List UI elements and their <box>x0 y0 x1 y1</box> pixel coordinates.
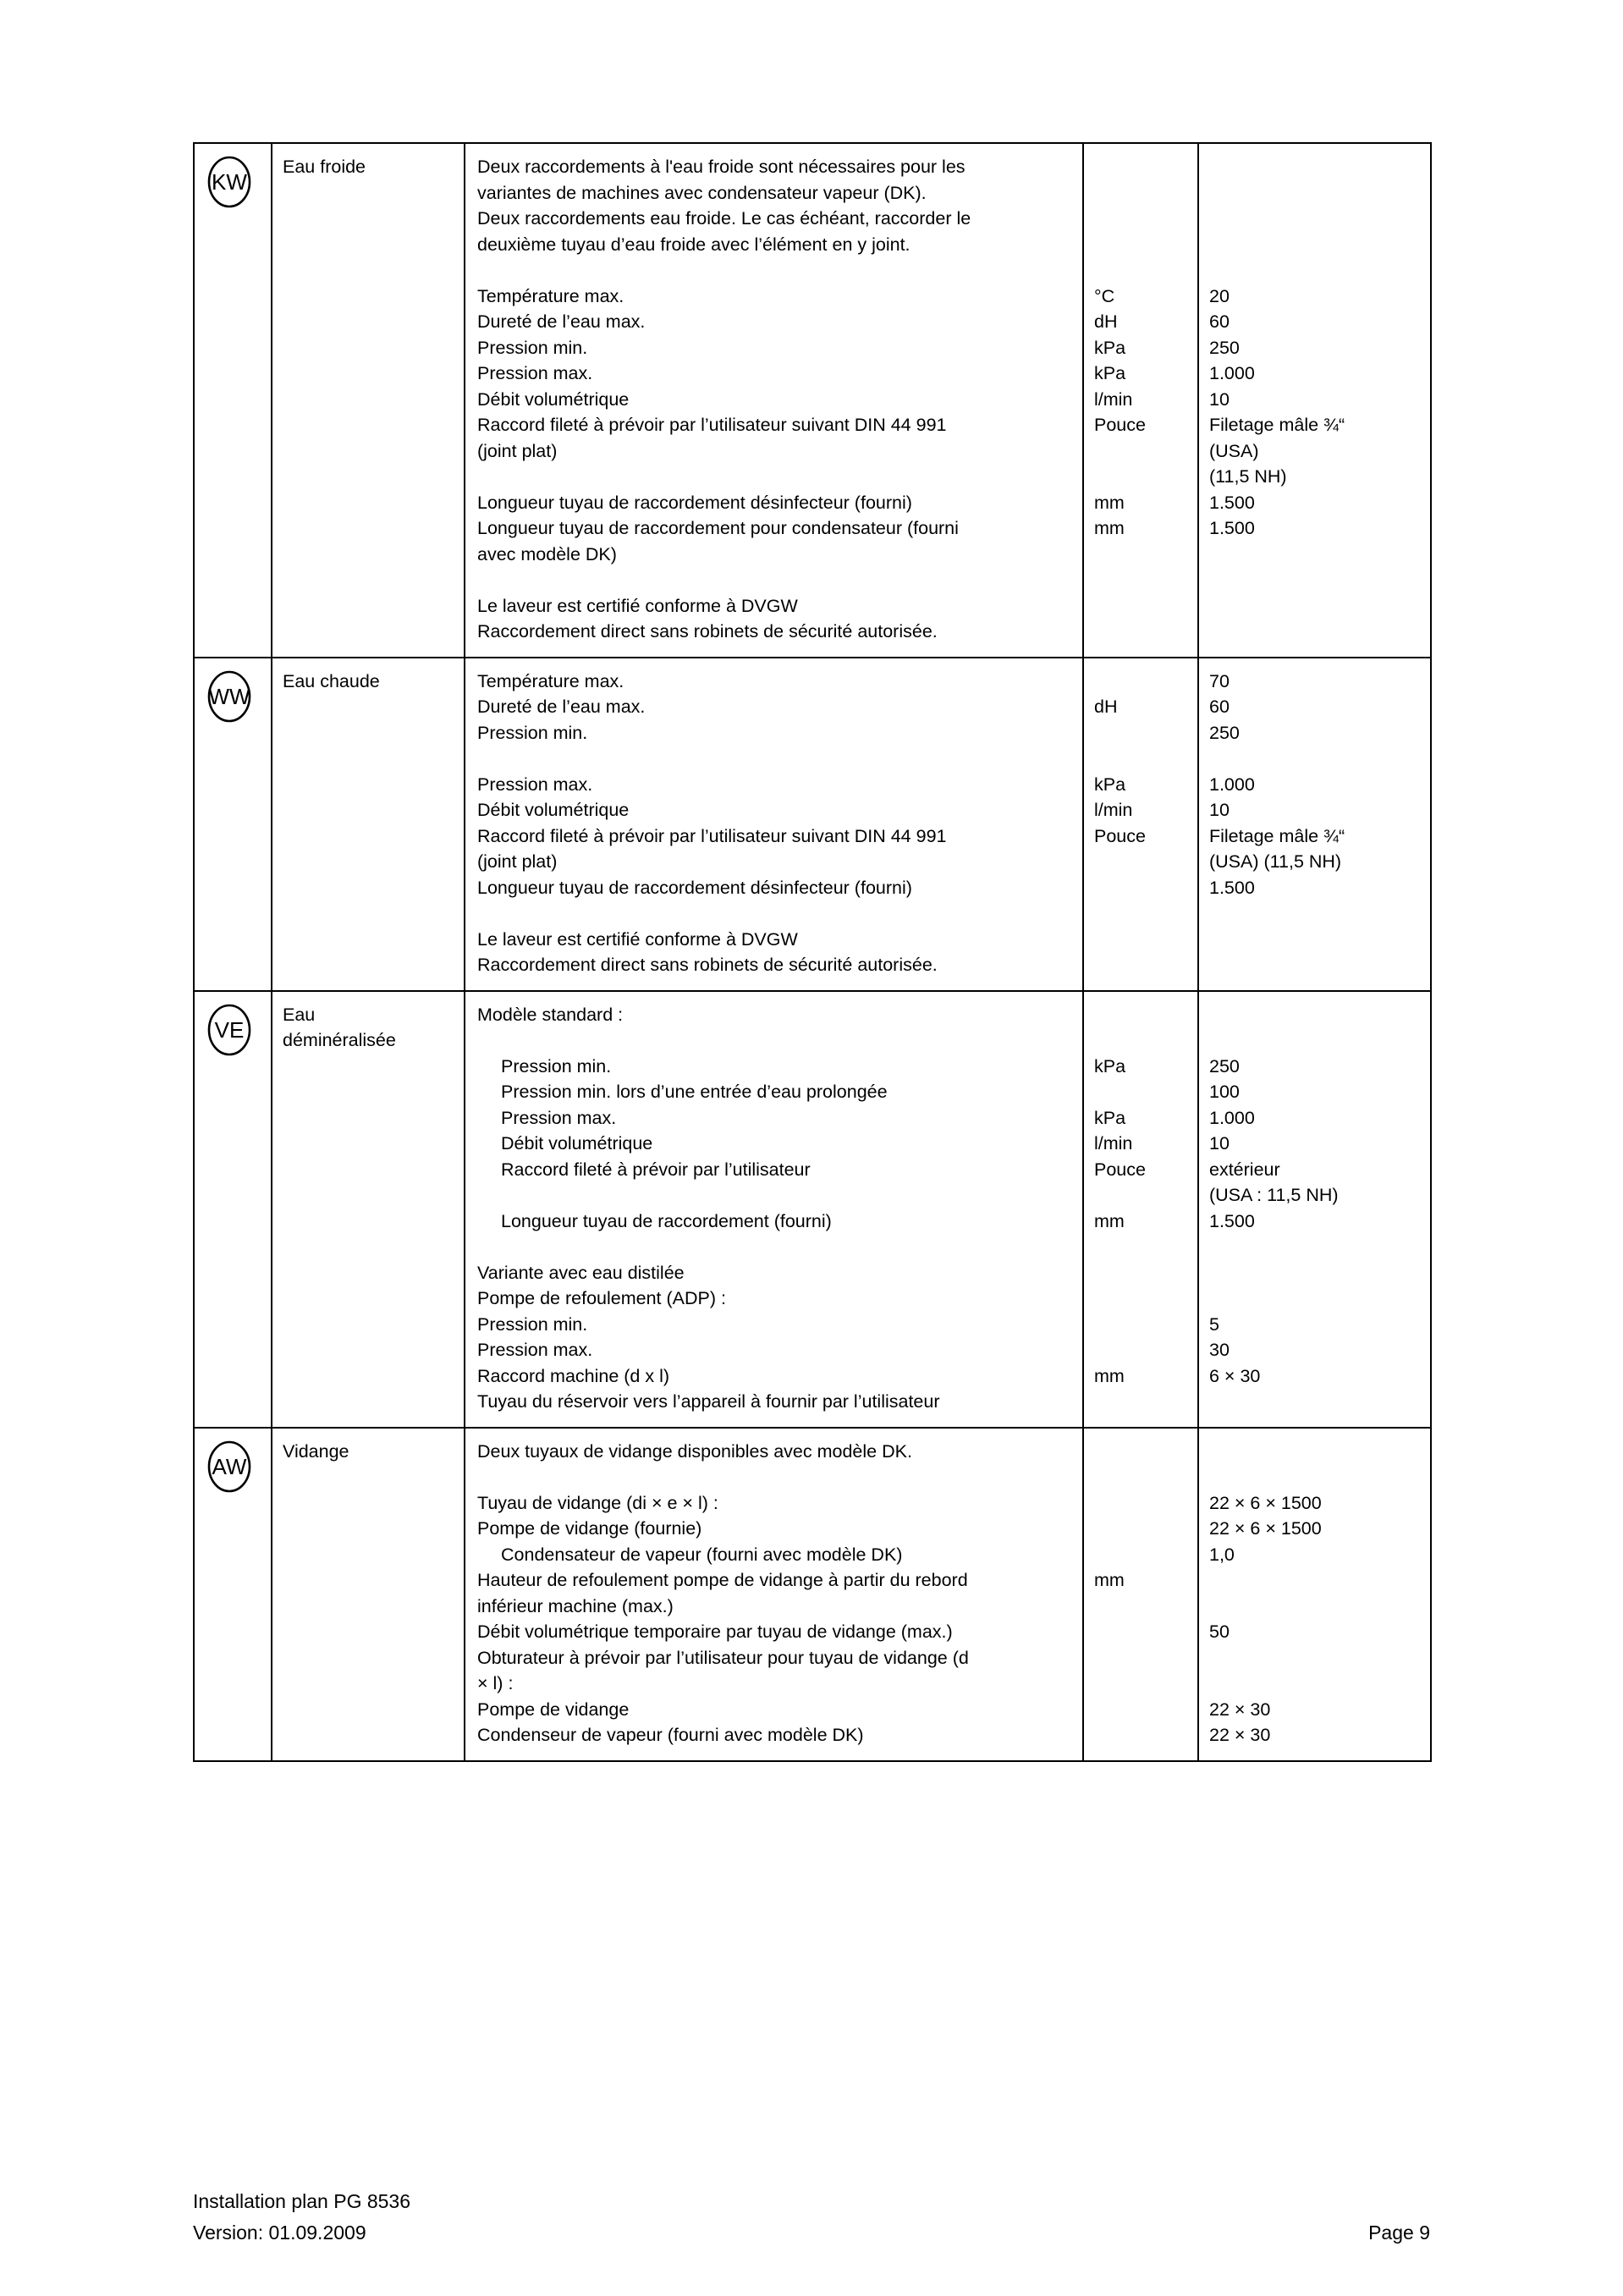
value-line: 30 <box>1209 1340 1230 1360</box>
unit-line <box>1094 669 1191 695</box>
value-line: 5 <box>1209 1313 1219 1335</box>
description-line: Modèle standard : <box>477 1004 624 1025</box>
description-line: Tuyau de vidange (di × e × l) : <box>477 1492 718 1513</box>
description-cell <box>465 991 1083 1428</box>
description-line <box>477 746 1072 772</box>
svg-text:KW: KW <box>212 169 247 195</box>
unit-list <box>1084 992 1197 1427</box>
unit-line <box>1094 567 1191 593</box>
unit-cell <box>1083 991 1198 1428</box>
description-line: Longueur tuyau de raccordement (fourni) <box>501 1210 832 1231</box>
value-line <box>1209 567 1423 593</box>
unit-line: kPa <box>1094 774 1126 795</box>
value-line <box>1209 1260 1423 1286</box>
unit-line <box>1094 900 1191 927</box>
description-line: (joint plat) <box>477 440 558 461</box>
description-text <box>465 1429 1082 1760</box>
value-line <box>1209 927 1423 953</box>
unit-line <box>1094 593 1191 619</box>
description-line: Obturateur à prévoir par l’utilisateur pour tuyau de vidange (d <box>477 1647 969 1668</box>
connection-specifications-table <box>193 142 1432 1762</box>
unit-line <box>1094 206 1191 232</box>
value-line: 1.500 <box>1209 877 1255 898</box>
value-line <box>1209 232 1423 258</box>
value-line: 22 × 30 <box>1209 1699 1271 1720</box>
value-line <box>1209 154 1423 180</box>
unit-line: kPa <box>1094 337 1126 358</box>
unit-line <box>1094 927 1191 953</box>
unit-line <box>1094 1234 1191 1260</box>
description-line: Pression max. <box>477 363 593 383</box>
description-line: Pression min. <box>501 1055 612 1076</box>
description-line: Raccord machine (d x l) <box>477 1365 670 1386</box>
svg-text:AW: AW <box>212 1453 247 1479</box>
unit-line: mm <box>1094 492 1125 513</box>
value-line: 1.500 <box>1209 492 1255 513</box>
unit-line <box>1094 154 1191 180</box>
description-text <box>465 992 1082 1427</box>
description-line: Raccord fileté à prévoir par l’utilisateur suivant DIN 44 991 <box>477 825 947 846</box>
unit-line <box>1094 257 1191 284</box>
connection-label <box>272 658 464 707</box>
connection-label-cell <box>272 143 465 658</box>
unit-line: kPa <box>1094 1055 1126 1076</box>
description-line <box>477 1027 1072 1054</box>
value-line: 10 <box>1209 800 1230 820</box>
value-line: 1.000 <box>1209 774 1255 795</box>
description-line: Pression min. <box>477 337 588 358</box>
unit-line <box>1094 1079 1191 1105</box>
value-line: extérieur <box>1209 1159 1280 1180</box>
description-line <box>477 464 1072 490</box>
unit-line <box>1094 438 1191 465</box>
value-line <box>1209 593 1423 619</box>
description-line: Raccordement direct sans robinets de sécurité autorisée. <box>477 621 938 641</box>
description-line: Longueur tuyau de raccordement désinfecteur (fourni) <box>477 877 912 898</box>
unit-line <box>1094 1312 1191 1338</box>
symbol-cell <box>194 991 272 1428</box>
description-line: Pompe de vidange (fournie) <box>477 1518 702 1539</box>
value-line: (USA) (11,5 NH) <box>1209 851 1342 872</box>
description-line <box>477 257 1072 284</box>
value-line <box>1209 1645 1423 1671</box>
unit-line: Pouce <box>1094 415 1146 435</box>
unit-line <box>1094 464 1191 490</box>
description-line: Température max. <box>477 670 624 691</box>
description-line: Tuyau du réservoir vers l’appareil à fournir par l’utilisateur <box>477 1391 940 1412</box>
footer-page-number: Page 9 <box>1368 2222 1430 2244</box>
connection-label-cell <box>272 658 465 991</box>
description-text <box>465 144 1082 657</box>
description-line: Dureté de l’eau max. <box>477 697 646 717</box>
unit-line: dH <box>1094 311 1118 332</box>
unit-line <box>1094 1260 1191 1286</box>
unit-line: mm <box>1094 1210 1125 1231</box>
connection-label-line: Vidange <box>283 1440 349 1462</box>
value-cell <box>1198 143 1431 658</box>
unit-cell <box>1083 1428 1198 1761</box>
description-line: deuxième tuyau d’eau froide avec l’élément en y joint. <box>477 234 911 255</box>
unit-line <box>1094 180 1191 206</box>
connection-label-line: Eau chaude <box>283 670 380 691</box>
value-list <box>1199 144 1430 657</box>
svg-text:VE: VE <box>214 1016 245 1043</box>
description-line: Hauteur de refoulement pompe de vidange à partir du rebord <box>477 1570 968 1590</box>
description-line: Pression max. <box>477 774 593 795</box>
value-line <box>1209 1002 1423 1028</box>
value-line <box>1209 206 1423 232</box>
symbol-cell <box>194 1428 272 1761</box>
value-list <box>1199 658 1430 990</box>
description-line: Pression max. <box>501 1107 617 1128</box>
unit-line <box>1094 1645 1191 1671</box>
value-line: 1.500 <box>1209 1210 1255 1231</box>
connection-label <box>272 992 464 1065</box>
unit-line: Pouce <box>1094 825 1146 846</box>
value-line <box>1209 1567 1423 1594</box>
description-line <box>477 900 1072 927</box>
unit-line <box>1094 542 1191 568</box>
connection-label-cell <box>272 991 465 1428</box>
value-list <box>1199 1429 1430 1760</box>
value-line: (USA : 11,5 NH) <box>1209 1185 1339 1205</box>
description-line: Débit volumétrique <box>477 388 630 410</box>
value-line: 250 <box>1209 722 1240 743</box>
value-line <box>1209 1594 1423 1620</box>
value-line: 22 × 6 × 1500 <box>1209 1492 1322 1513</box>
description-line: Débit volumétrique <box>501 1133 653 1154</box>
unit-line <box>1094 1490 1191 1517</box>
unit-line <box>1094 952 1191 978</box>
unit-line: l/min <box>1094 1133 1133 1154</box>
unit-line <box>1094 619 1191 645</box>
unit-line <box>1094 1619 1191 1645</box>
unit-line <box>1094 1671 1191 1697</box>
unit-list <box>1084 658 1197 990</box>
unit-cell <box>1083 658 1198 991</box>
value-line: 1,0 <box>1209 1544 1235 1565</box>
symbol-cell <box>194 143 272 658</box>
value-line <box>1209 542 1423 568</box>
value-line: 22 × 6 × 1500 <box>1209 1518 1322 1539</box>
page-footer <box>193 2186 1430 2249</box>
connection-label-line: déminéralisée <box>283 1030 396 1050</box>
value-line <box>1209 1286 1423 1312</box>
value-list <box>1199 992 1430 1427</box>
unit-line: mm <box>1094 518 1125 538</box>
symbol-wrapper <box>195 658 271 723</box>
connection-label-cell <box>272 1428 465 1761</box>
description-line: Débit volumétrique temporaire par tuyau de vidange (max.) <box>477 1622 953 1642</box>
footer-document-title: Installation plan PG 8536 <box>193 2190 411 2212</box>
description-text <box>465 658 1082 990</box>
connection-label-line: Eau froide <box>283 157 366 177</box>
value-line: 20 <box>1209 285 1230 306</box>
description-line <box>477 1182 1072 1209</box>
value-line: (11,5 NH) <box>1209 466 1287 487</box>
description-line: Le laveur est certifié conforme à DVGW <box>477 928 798 950</box>
aw-drain-symbol <box>206 1440 252 1493</box>
table-row <box>194 1428 1431 1761</box>
unit-line: l/min <box>1094 388 1133 410</box>
value-line: 50 <box>1209 1622 1230 1642</box>
value-line <box>1209 1027 1423 1054</box>
description-cell <box>465 1428 1083 1761</box>
symbol-cell <box>194 658 272 991</box>
symbol-wrapper <box>195 992 271 1056</box>
description-cell <box>465 143 1083 658</box>
description-line: Pompe de refoulement (ADP) : <box>477 1288 726 1308</box>
symbol-wrapper <box>195 1429 271 1493</box>
description-line: Longueur tuyau de raccordement pour condensateur (fourni <box>477 518 959 538</box>
value-line: 250 <box>1209 337 1240 358</box>
description-line: variantes de machines avec condensateur vapeur (DK). <box>477 182 927 203</box>
value-line: 10 <box>1209 388 1230 410</box>
value-line <box>1209 1671 1423 1697</box>
unit-line <box>1094 1516 1191 1542</box>
value-line <box>1209 1389 1423 1415</box>
unit-line: l/min <box>1094 800 1133 820</box>
unit-list <box>1084 144 1197 657</box>
unit-line <box>1094 1027 1191 1054</box>
description-line: Condensateur de vapeur (fourni avec modèle DK) <box>501 1544 903 1565</box>
unit-list <box>1084 1429 1197 1760</box>
unit-line <box>1094 1389 1191 1415</box>
unit-line <box>1094 232 1191 258</box>
table-row <box>194 991 1431 1428</box>
value-line: 10 <box>1209 1133 1230 1154</box>
unit-line: °C <box>1094 285 1115 306</box>
unit-line <box>1094 1182 1191 1209</box>
unit-line: mm <box>1094 1365 1125 1386</box>
description-line: Débit volumétrique <box>477 800 630 820</box>
description-cell <box>465 658 1083 991</box>
value-line <box>1209 257 1423 284</box>
value-line: 70 <box>1209 670 1230 691</box>
unit-line <box>1094 1439 1191 1465</box>
value-line: (USA) <box>1209 440 1259 461</box>
unit-line <box>1094 1542 1191 1568</box>
svg-text:WW: WW <box>208 683 250 709</box>
value-line: 6 × 30 <box>1209 1365 1261 1386</box>
description-line: (joint plat) <box>477 851 558 872</box>
value-line: 60 <box>1209 311 1230 332</box>
value-line <box>1209 900 1423 927</box>
kw-cold-water-symbol <box>206 156 252 208</box>
value-cell <box>1198 1428 1431 1761</box>
unit-line: kPa <box>1094 1107 1126 1128</box>
description-line <box>477 567 1072 593</box>
connection-label-line: Eau <box>283 1004 316 1025</box>
value-line: 250 <box>1209 1055 1240 1076</box>
description-line: Pression min. lors d’une entrée d’eau prolongée <box>501 1082 888 1102</box>
unit-line: dH <box>1094 697 1118 717</box>
unit-line <box>1094 1286 1191 1312</box>
description-line <box>477 1464 1072 1490</box>
value-line <box>1209 1464 1423 1490</box>
value-line: 1.000 <box>1209 363 1255 383</box>
ve-demineralised-water-symbol <box>206 1004 252 1056</box>
value-line: 60 <box>1209 697 1230 717</box>
value-cell <box>1198 991 1431 1428</box>
unit-line: Pouce <box>1094 1159 1146 1180</box>
description-line: Le laveur est certifié conforme à DVGW <box>477 595 798 616</box>
unit-line <box>1094 1722 1191 1748</box>
value-line: Filetage mâle ¾“ <box>1209 825 1345 846</box>
unit-cell <box>1083 143 1198 658</box>
symbol-wrapper <box>195 144 271 208</box>
description-line: Pression min. <box>477 1313 588 1335</box>
unit-line <box>1094 1594 1191 1620</box>
description-line: Condenseur de vapeur (fourni avec modèle DK) <box>477 1725 864 1745</box>
description-line: Raccord fileté à prévoir par l’utilisateur suivant DIN 44 991 <box>477 415 947 435</box>
unit-line <box>1094 1002 1191 1028</box>
unit-line <box>1094 746 1191 772</box>
description-line: Deux tuyaux de vidange disponibles avec modèle DK. <box>477 1440 912 1462</box>
unit-line <box>1094 1337 1191 1363</box>
value-cell <box>1198 658 1431 991</box>
value-line <box>1209 1234 1423 1260</box>
unit-line: mm <box>1094 1570 1125 1590</box>
footer-version: Version: 01.09.2009 <box>193 2222 366 2244</box>
description-line: Dureté de l’eau max. <box>477 311 646 332</box>
value-line <box>1209 952 1423 978</box>
unit-line <box>1094 1697 1191 1723</box>
description-line: inférieur machine (max.) <box>477 1595 674 1616</box>
unit-line: kPa <box>1094 363 1126 383</box>
unit-line <box>1094 875 1191 901</box>
value-line: 1.500 <box>1209 518 1255 538</box>
unit-line <box>1094 849 1191 875</box>
description-line <box>477 1234 1072 1260</box>
description-line: Raccordement direct sans robinets de sécurité autorisée. <box>477 955 938 975</box>
description-line: Pression min. <box>477 722 588 743</box>
description-line: Longueur tuyau de raccordement désinfecteur (fourni) <box>477 492 912 513</box>
description-line: Deux raccordements eau froide. Le cas échéant, raccorder le <box>477 208 971 228</box>
description-line: Variante avec eau distilée <box>477 1262 685 1283</box>
connection-label <box>272 144 464 192</box>
table-row <box>194 143 1431 658</box>
value-line: 1.000 <box>1209 1107 1255 1128</box>
description-line: avec modèle DK) <box>477 543 617 564</box>
unit-line <box>1094 720 1191 746</box>
description-line: Deux raccordements à l'eau froide sont nécessaires pour les <box>477 157 966 177</box>
description-line: Pompe de vidange <box>477 1699 630 1720</box>
value-line: Filetage mâle ¾“ <box>1209 415 1345 435</box>
value-line: 22 × 30 <box>1209 1725 1271 1745</box>
value-line: 100 <box>1209 1082 1240 1102</box>
description-line: Température max. <box>477 285 624 306</box>
unit-line <box>1094 1464 1191 1490</box>
ww-hot-water-symbol <box>206 670 252 723</box>
description-line: Raccord fileté à prévoir par l’utilisateur <box>501 1159 811 1180</box>
value-line <box>1209 619 1423 645</box>
description-line: Pression max. <box>477 1340 593 1360</box>
value-line <box>1209 746 1423 772</box>
value-line <box>1209 180 1423 206</box>
connection-label <box>272 1429 464 1477</box>
table-row <box>194 658 1431 991</box>
description-line: × l) : <box>477 1673 514 1693</box>
value-line <box>1209 1439 1423 1465</box>
